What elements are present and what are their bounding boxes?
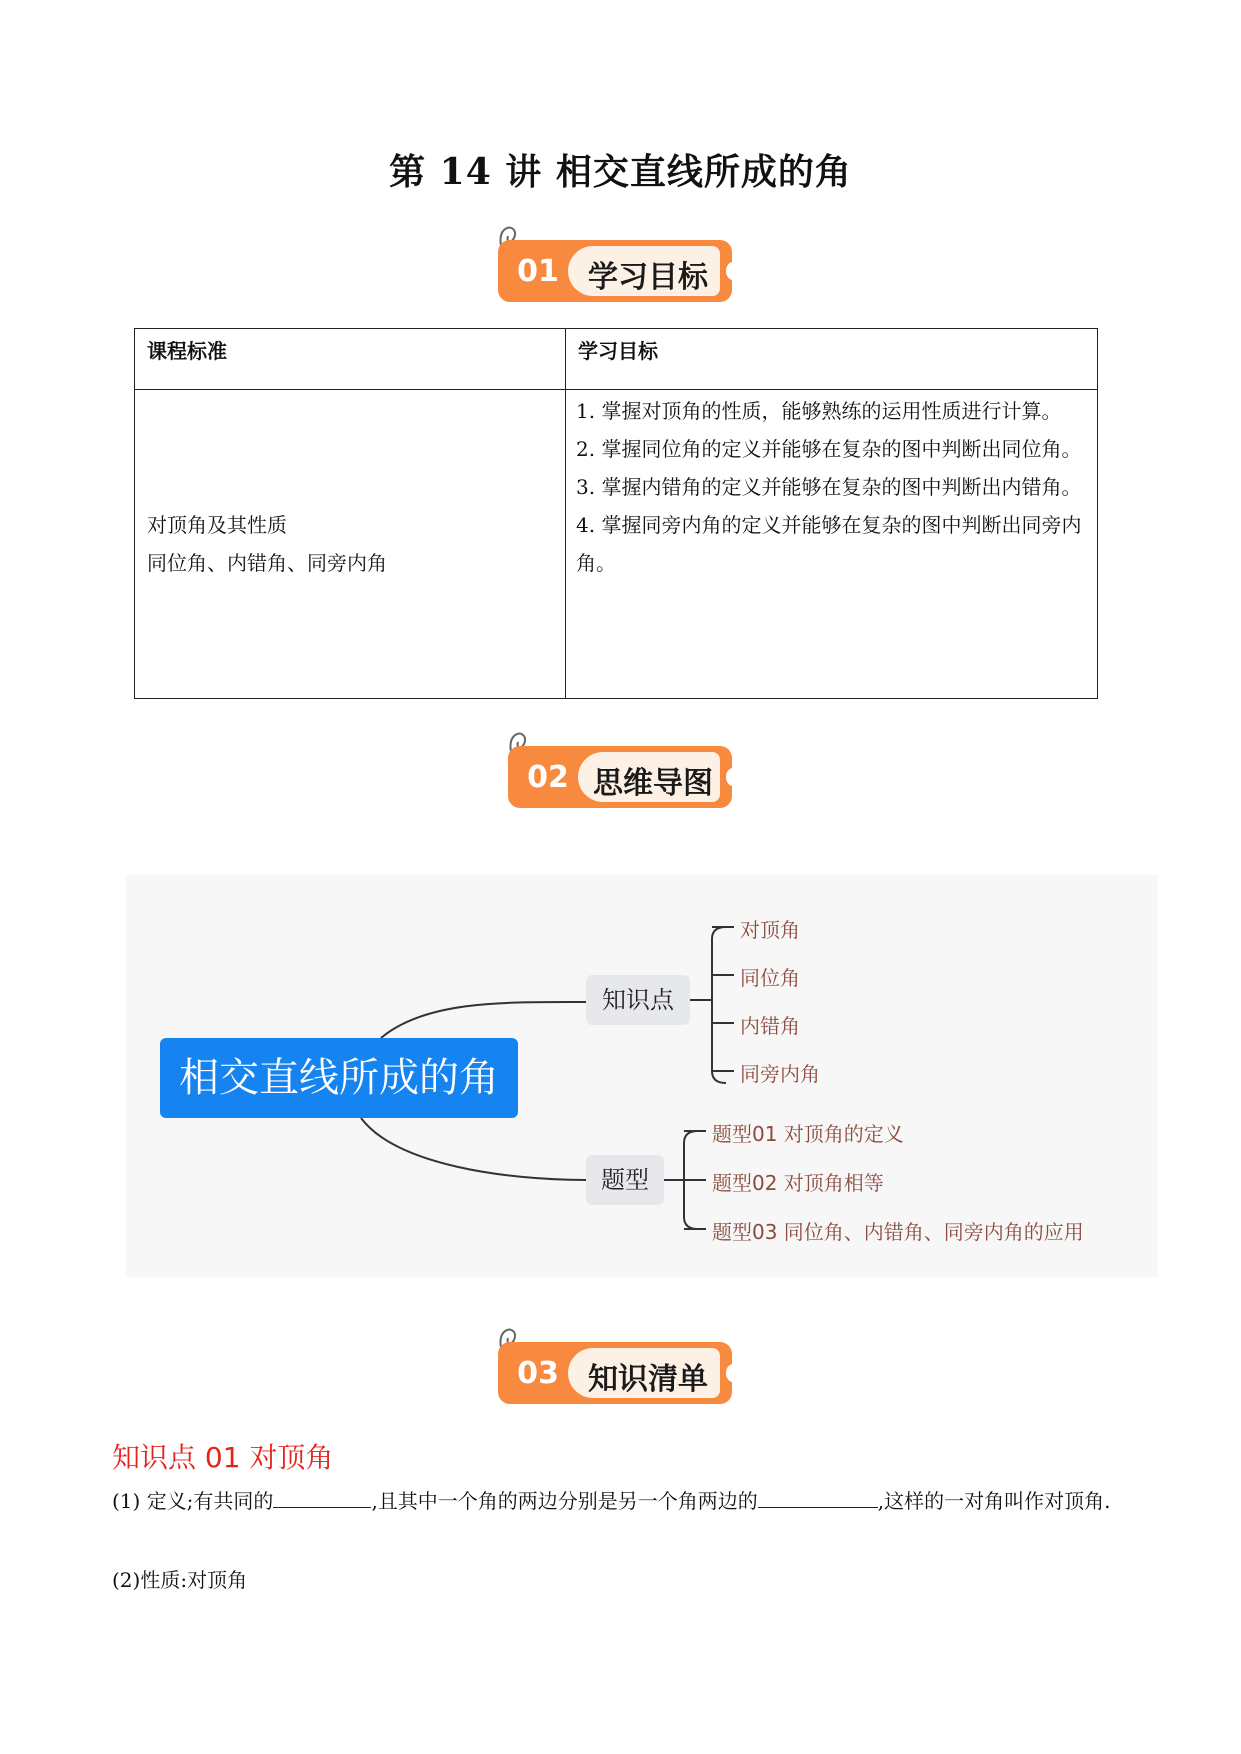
mind-map-leaf: 题型02 对顶角相等 [712, 1171, 884, 1195]
goals-cell [566, 390, 1098, 699]
mind-map-leaf: 内错角 [740, 1014, 800, 1038]
definition-text: ,且其中一个角的两边分别是另一个角两边的 [371, 1489, 758, 1513]
standard-item: 同位角、内错角、同旁内角 [147, 551, 387, 575]
table-header-row [135, 329, 1098, 390]
goal-item: 3. 掌握内错角的定义并能够在复杂的图中判断出内错角。 [576, 475, 1082, 499]
mind-map-leaf: 题型03 同位角、内错角、同旁内角的应用 [712, 1220, 1084, 1244]
fill-blank [273, 1487, 371, 1508]
section-badge-knowledge [498, 1324, 748, 1414]
badge-number: 02 [527, 760, 569, 795]
goal-item: 4. 掌握同旁内角的定义并能够在复杂的图中判断出同旁内角。 [576, 513, 1082, 575]
knowledge-point-heading: 知识点 01 对顶角 [112, 1441, 334, 1474]
mind-map-leaf: 同旁内角 [740, 1062, 820, 1086]
table-header-goal: 学习目标 [566, 329, 1098, 390]
mind-map-branch-types: 题型 [586, 1155, 664, 1205]
definition-text: (1) 定义;有共同的 [112, 1489, 274, 1513]
section-badge-goals [498, 222, 748, 312]
fill-blank [758, 1487, 878, 1508]
badge-notch [726, 768, 740, 786]
table-row [135, 390, 1098, 699]
badge-number: 01 [517, 254, 559, 289]
badge-label: 知识清单 [588, 1362, 708, 1397]
goal-item: 1. 掌握对顶角的性质，能够熟练的运用性质进行计算。 [576, 399, 1062, 423]
badge-label: 思维导图 [593, 766, 713, 801]
badge-label: 学习目标 [588, 260, 708, 295]
mind-map-central-node: 相交直线所成的角 [160, 1038, 518, 1118]
definition-paragraph [112, 1482, 1122, 1520]
badge-notch [726, 262, 740, 280]
mind-map-branch-knowledge: 知识点 [586, 975, 690, 1025]
page-title: 第 14 讲 相交直线所成的角 [389, 151, 852, 193]
table-header-standard: 课程标准 [135, 329, 566, 390]
mind-map [126, 875, 1158, 1277]
standards-cell [135, 390, 566, 699]
badge-notch [726, 1364, 740, 1382]
property-paragraph: (2)性质:对顶角 [112, 1568, 248, 1592]
mind-map-leaf: 对顶角 [740, 918, 800, 942]
mind-map-leaf: 同位角 [740, 966, 800, 990]
goals-table [134, 328, 1098, 699]
mind-map-leaf: 题型01 对顶角的定义 [712, 1122, 904, 1146]
section-badge-mindmap [508, 728, 758, 818]
goal-item: 2. 掌握同位角的定义并能够在复杂的图中判断出同位角。 [576, 437, 1082, 461]
definition-text: ,这样的一对角叫作对顶角. [877, 1489, 1111, 1513]
badge-number: 03 [517, 1356, 559, 1391]
standard-item: 对顶角及其性质 [147, 513, 287, 537]
